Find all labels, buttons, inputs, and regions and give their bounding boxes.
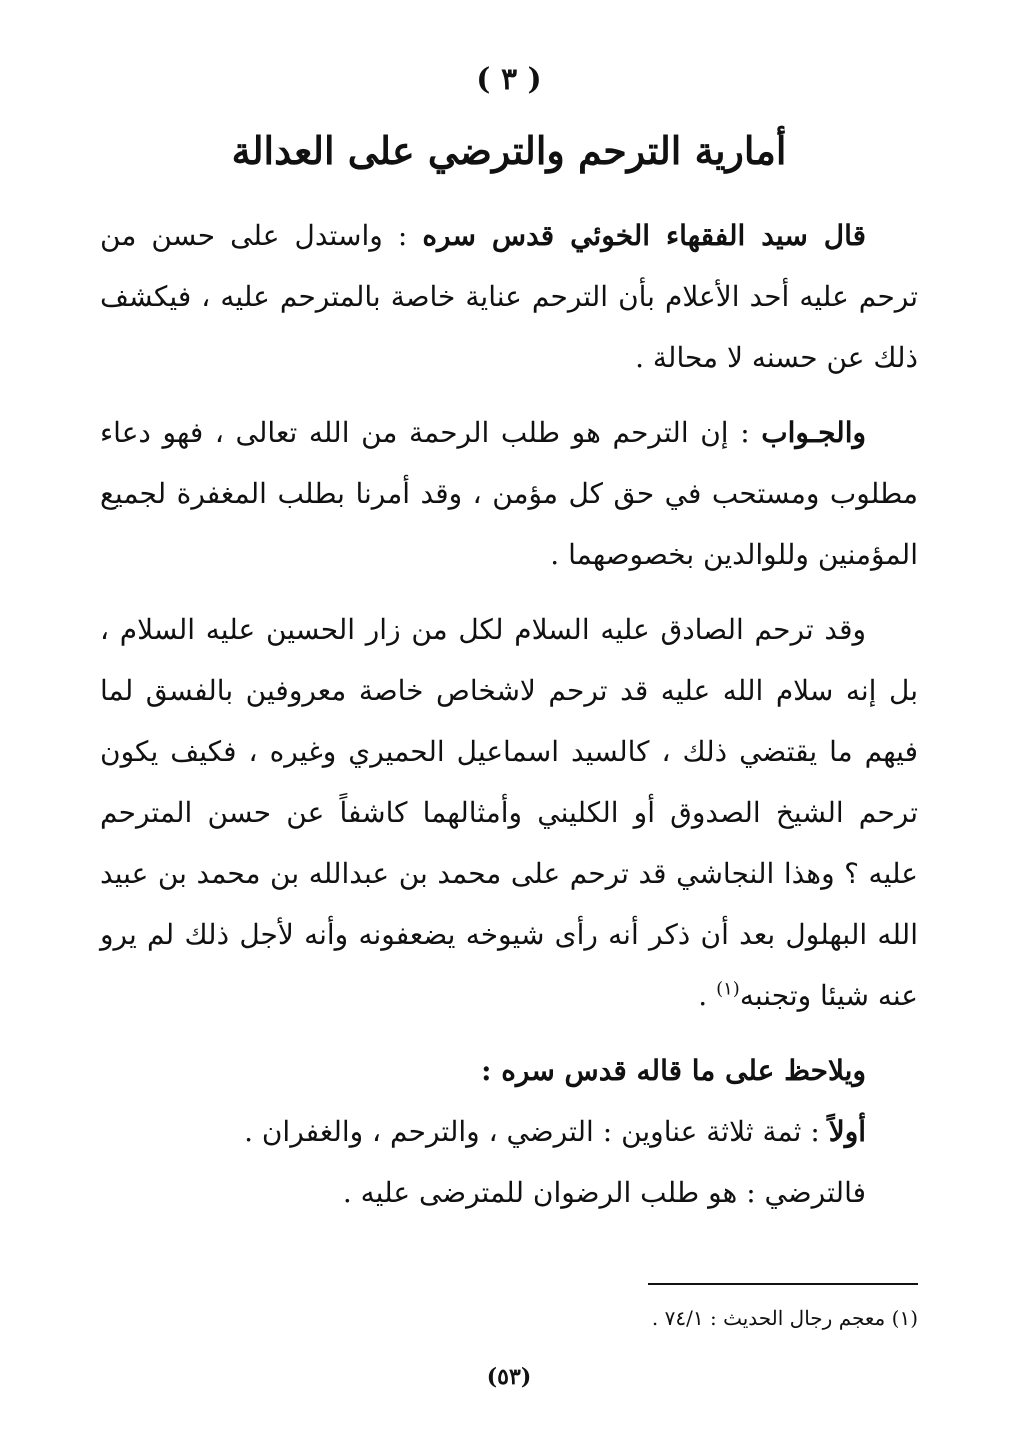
paragraph-1-text: : واستدل على حسن من ترحم عليه أحد الأعلام بأن الترحم عناية خاصة بالمترحم عليه ، فيكشف ذلك عن حسنه لا محالة . — [100, 219, 918, 374]
first-point-lead: أولاً — [828, 1115, 866, 1148]
paragraph-1-lead: قال سيد الفقهاء الخوئي قدس سره — [422, 219, 866, 252]
first-point-text: : ثمة ثلاثة عناوين : الترضي ، والترحم ، والغفران . — [244, 1115, 829, 1148]
definition-line: فالترضي : هو طلب الرضوان للمترضى عليه . — [342, 1176, 866, 1209]
paragraph-1 — [100, 205, 918, 388]
sub-heading: ويلاحظ على ما قاله قدس سره : — [481, 1054, 866, 1087]
page-title: أمارية الترحم والترضي على العدالة — [231, 128, 787, 173]
paragraph-2-lead: والجـواب — [761, 416, 866, 449]
footnote-divider — [648, 1283, 918, 1285]
paragraph-2 — [100, 402, 918, 585]
footnote-reference: (١) — [716, 978, 740, 1000]
footnote: (١) معجم رجال الحديث : ٧٤/١ . — [651, 1306, 918, 1330]
page-number: (٥٣) — [486, 1364, 532, 1390]
body-text — [100, 205, 918, 1223]
first-point — [100, 1101, 918, 1162]
paragraph-2-text: : إن الترحم هو طلب الرحمة من الله تعالى ، فهو دعاء مطلوب ومستحب في حق كل مؤمن ، وقد أمرنا بطلب المغفرة لجميع المؤمنين وللوالدين بخصوصهما . — [100, 416, 918, 571]
paragraph-3-end: . — [698, 979, 717, 1012]
paragraph-3-text: وقد ترحم الصادق عليه السلام لكل من زار الحسين عليه السلام ، بل إنه سلام الله عليه قد ترحم لاشخاص خاصة معروفين بالفسق لما فيهم ما يقتضي ذلك ، كالسيد اسماعيل الحميري وغيره ، فكيف يكون ترحم الشيخ الصدوق أو الكليني وأمثالهما كاشفاً عن حسن المترحم عليه ؟ وهذا النجاشي قد ترحم على محمد بن عبدالله بن محمد بن عبيد الله البهلول بعد أن ذكر أنه رأى شيوخه يضعفونه وأنه لأجل ذلك لم يرو عنه شيئا وتجنبه — [100, 613, 918, 1012]
paragraph-3 — [100, 599, 918, 1026]
section-number: ( ٣ ) — [476, 62, 542, 97]
